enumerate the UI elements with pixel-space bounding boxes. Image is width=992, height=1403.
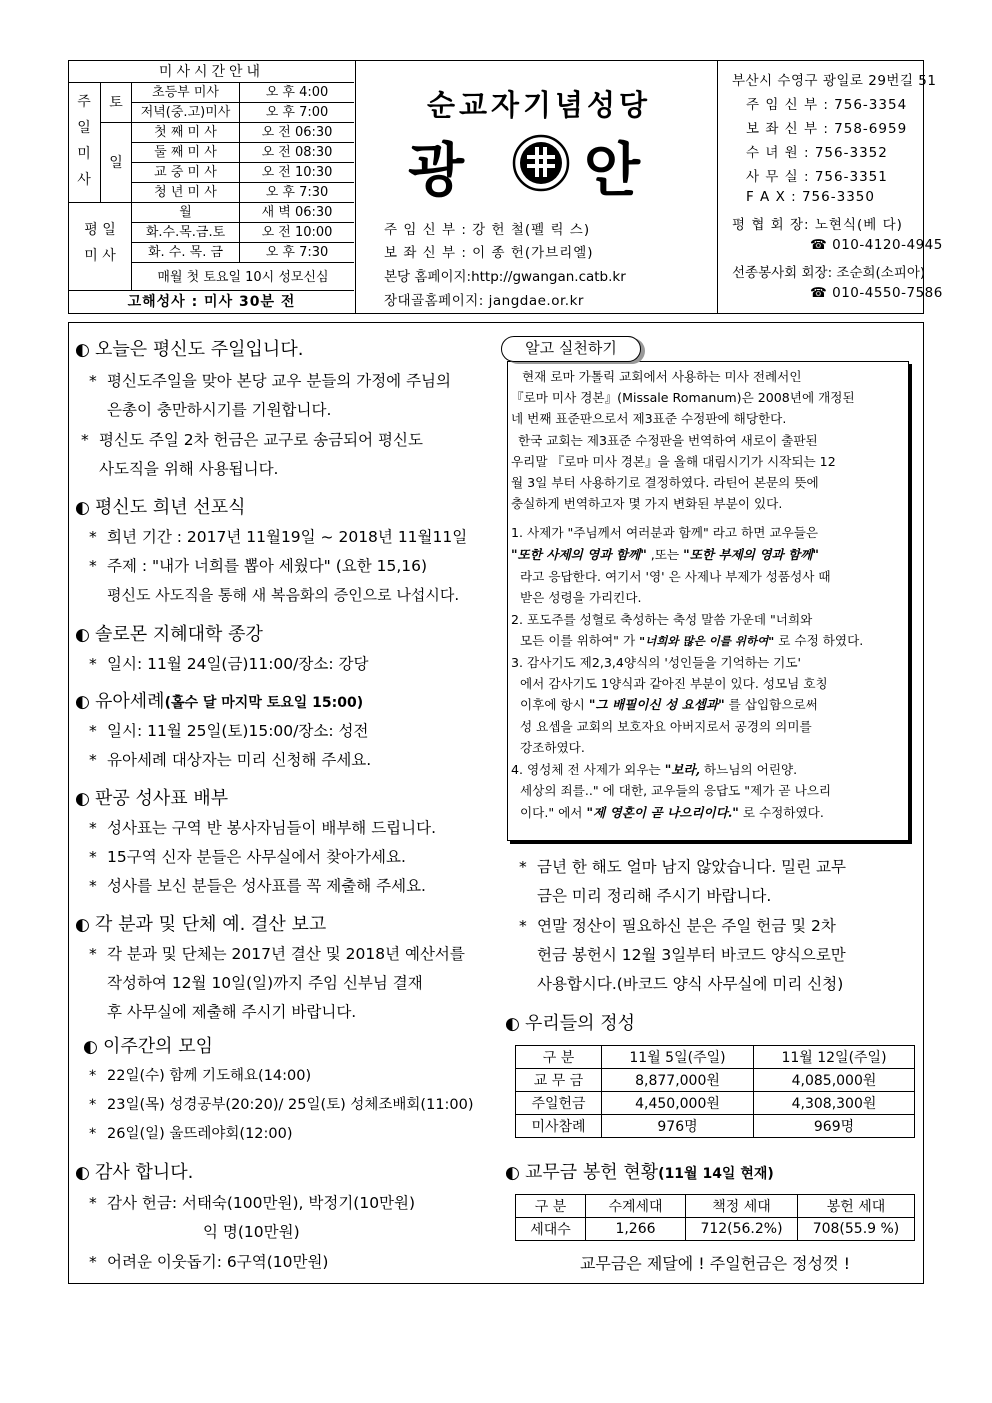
parish-name-right: 안 (584, 136, 641, 204)
mass-row: 화.수.목.금.토 오 전 10:00 (132, 223, 354, 243)
half-circle-icon: ◐ (75, 789, 90, 809)
jangdae-link[interactable]: 장대골홈페이지: jangdae.or.kr (384, 293, 584, 309)
section-heading: ◐ 이주간의 모임 (83, 1036, 214, 1057)
table-row: 미사참례 976명 969명 (516, 1115, 915, 1138)
list-item: * 주제 : "내가 너희를 뽑아 세웠다" (요한 15,16) (89, 557, 428, 575)
know-and-practice-tag: 알고 실천하기 (501, 336, 641, 362)
list-item: * 23일(목) 성경공부(20:20)/ 25일(토) 성체조배회(11:00) (89, 1097, 474, 1113)
mass-row: 교 중 미 사 오 전 10:30 (132, 163, 354, 183)
half-circle-icon: ◐ (505, 1014, 520, 1034)
list-item: * 어려운 이웃돕기: 6구역(10만원) (89, 1253, 329, 1271)
table-row: 교 무 금 8,877,000원 4,085,000원 (516, 1069, 915, 1092)
mass-schedule (69, 61, 356, 313)
offering-table (515, 1045, 915, 1138)
parish-name-left: 광 (408, 136, 465, 204)
bulletin-header (68, 60, 943, 314)
contact-box (718, 61, 943, 313)
sunday-day-label-cell: 일 (101, 123, 132, 203)
list-item: * 감사 헌금: 서태숙(100만원), 박정기(10만원) (89, 1194, 416, 1212)
mass-row: 청 년 미 사 오 후 7:30 (132, 183, 354, 203)
table-row: 세대수 1,266 712(56.2%) 708(55.9 %) (516, 1218, 915, 1241)
section-heading: ◐ 솔로몬 지혜대학 종강 (75, 624, 263, 645)
list-item: * 평신도주일을 맞아 본당 교우 분들의 가정에 주님의 (89, 372, 451, 390)
section-heading: ◐ 감사 합니다. (75, 1162, 194, 1183)
section-heading: ◐ 우리들의 정성 (505, 1013, 636, 1034)
section-heading: ◐ 유아세례(홀수 달 마지막 토요일 15:00) (75, 691, 364, 712)
monthly-note: 매월 첫 토요일 10시 성모신심 (132, 264, 354, 291)
liturgy-info-box: 현재 로마 가톨릭 교회에서 사용하는 미사 전례서인 『로마 미사 경본』(Missale Romanum)은 2008년에 개정된 네 번째 표준판으로서 제3표준 수정판에 해당한다. 한국 교회는 제3표준 수정판을 번역하여 새로이 출판된 우리말 『로마 미사 경본』을 올해 대림시기가 시작되는 12 월 3일 부터 사용하기로 결정하였다. 라틴어 본문의 뜻에 충실하게 번역하고자 몇 가지 변화된 부분이 있다. 1. 사제가 "주님께서 여러분과 함께" 라고 하면 교우들은 "또한 사제의 영과 함께" ,또는 "또한 부제의 영과 함께" 라고 응답한다. 여기서 '영' 은 사제나 부제가 성품성사 때 받은 성령을 가리킨다. 2. 포도주를 성혈로 축성하는 축성 말씀 가운데 "너희와 모든 이를 위하여" 가 "너희와 많은 이를 위하여" 로 수정 하였다. 3. 감사기도 제2,3,4양식의 '성인들을 기억하는 기도' 에서 감사기도 1양식과 같아진 부분이 있다. 성모님 호칭 이후에 항시 "그 배필이신 성 요셉과" 를 삽입함으로써 성 요셉을 교회의 보호자요 아버지로서 공경의 의미를 강조하였다. 4. 영성체 전 사제가 외우는 "보라, 하느님의 어린양. 세상의 죄를.." 에 대한, 교우들의 응답도 "제가 곧 나으리 이다." 에서 "제 영혼이 곧 나으리이다." 로 수정하였다. (507, 361, 909, 841)
table-header-row: 구 분 11월 5일(주일) 11월 12일(주일) (516, 1046, 915, 1069)
list-item: * 26일(일) 울뜨레야회(12:00) (89, 1126, 293, 1142)
half-circle-icon: ◐ (75, 340, 90, 360)
half-circle-icon: ◐ (75, 692, 90, 712)
section-heading: ◐ 교무금 봉헌 현황(11월 14일 현재) (505, 1162, 774, 1183)
slogan: 교무금은 제달에 ! 주일헌금은 정성껏 ! (579, 1254, 851, 1273)
list-item: * 금년 한 해도 얼마 남지 않았습니다. 밀린 교무 (519, 858, 846, 876)
list-item: * 평신도 주일 2차 헌금은 교구로 송금되어 평신도 (81, 431, 423, 449)
sunday-label-cell: 주 일 미 사 (69, 83, 101, 203)
list-item-cont: 후 사무실에 제출해 주시기 바랍니다. (107, 1003, 357, 1021)
contact-line: 사 무 실 : 756-3351 (746, 169, 888, 185)
list-item: * 성사를 보신 분들은 성사표를 꼭 제출해 주세요. (89, 877, 426, 895)
address: 부산시 수영구 광일로 29번길 51 (732, 73, 937, 89)
list-item-cont: 평신도 사도직을 통해 새 복음화의 증인으로 나섭시다. (107, 586, 460, 604)
mass-row: 월 새 벽 06:30 (132, 203, 354, 223)
list-item-cont: 헌금 봉헌시 12월 3일부터 바코드 양식으로만 (537, 946, 846, 964)
list-item: * 유아세례 대상자는 미리 신청해 주세요. (89, 751, 372, 769)
list-item-cont: 은총이 충만하시기를 기원합니다. (107, 401, 332, 419)
mass-row: 초등부 미사 오 후 4:00 (132, 83, 354, 103)
contact-line: 보 좌 신 부 : 758-6959 (746, 121, 908, 137)
mass-row: 둘 째 미 사 오 전 08:30 (132, 143, 354, 163)
contact-line: 주 임 신 부 : 756-3354 (746, 97, 908, 113)
section-heading: ◐ 평신도 희년 선포식 (75, 497, 246, 518)
list-item: * 연말 정산이 필요하신 분은 주일 헌금 및 2차 (519, 917, 836, 935)
list-item-cont: 작성하여 12월 10일(일)까지 주임 신부님 결재 (107, 974, 423, 992)
council-phone: ☎ 010-4120-4945 (810, 237, 943, 253)
bulletin-body (68, 322, 924, 1284)
section-heading: ◐ 판공 성사표 배부 (75, 788, 229, 809)
half-circle-icon: ◐ (75, 625, 90, 645)
confession-note: 고해성사 : 미사 30분 전 (127, 294, 296, 310)
pastor-info: 주 임 신 부 : 강 헌 철(펠 릭 스) (384, 222, 591, 238)
mass-row: 화. 수. 목. 금 오 후 7:30 (132, 243, 354, 263)
dues-table (515, 1194, 915, 1241)
list-item: * 성사표는 구역 반 봉사자님들이 배부해 드립니다. (89, 819, 437, 837)
assistant-info: 보 좌 신 부 : 이 종 헌(가브리엘) (384, 245, 594, 261)
volunteer-phone: ☎ 010-4550-7586 (810, 285, 943, 301)
half-circle-icon: ◐ (83, 1037, 98, 1057)
homepage-link[interactable]: 본당 홈페이지:http://gwangan.catb.kr (384, 269, 626, 285)
list-item: * 일시: 11월 24일(금)11:00/장소: 강당 (89, 655, 369, 673)
council-president: 평 협 회 장: 노현식(베 다) (732, 217, 903, 233)
table-header-row: 구 분 수계세대 책정 세대 봉헌 세대 (516, 1195, 915, 1218)
parish-title-box (356, 61, 718, 313)
volunteer-president: 선종봉사회 회장: 조순희(소피아) (732, 265, 926, 281)
parish-emblem-icon (511, 133, 571, 193)
contact-line: 수 녀 원 : 756-3352 (746, 145, 888, 161)
mass-schedule-title: 미사시간안내 (69, 61, 354, 83)
contact-line: F A X : 756-3350 (746, 189, 875, 205)
half-circle-icon: ◐ (75, 1163, 90, 1183)
list-item: * 각 분과 및 단체는 2017년 결산 및 2018년 예산서를 (89, 945, 465, 963)
parish-subtitle: 순교자기념성당 (426, 88, 652, 122)
list-item: * 일시: 11월 25일(토)15:00/장소: 성전 (89, 722, 369, 740)
list-item-cont: 사도직을 위해 사용됩니다. (99, 460, 279, 478)
mass-row: 저녁(중.고)미사 오 후 7:00 (132, 103, 354, 123)
list-item: * 22일(수) 함께 기도해요(14:00) (89, 1068, 312, 1084)
list-item-cont: 익 명(10만원) (203, 1223, 300, 1241)
list-item-cont: 사용합시다.(바코드 양식 사무실에 미리 신청) (537, 975, 844, 993)
half-circle-icon: ◐ (75, 498, 90, 518)
half-circle-icon: ◐ (75, 915, 90, 935)
list-item: * 희년 기간 : 2017년 11월19일 ~ 2018년 11월11일 (89, 528, 468, 546)
list-item: * 15구역 신자 분들은 사무실에서 찾아가세요. (89, 848, 406, 866)
section-heading: ◐ 오늘은 평신도 주일입니다. (75, 339, 304, 360)
weekday-label-cell: 평 일 미 사 (69, 203, 132, 291)
mass-row: 첫 째 미 사 오 전 06:30 (132, 123, 354, 143)
list-item-cont: 금은 미리 정리해 주시기 바랍니다. (537, 887, 772, 905)
half-circle-icon: ◐ (505, 1163, 520, 1183)
section-heading: ◐ 각 분과 및 단체 예. 결산 보고 (75, 914, 327, 935)
table-row: 주일헌금 4,450,000원 4,308,300원 (516, 1092, 915, 1115)
saturday-label-cell: 토 (101, 83, 132, 123)
